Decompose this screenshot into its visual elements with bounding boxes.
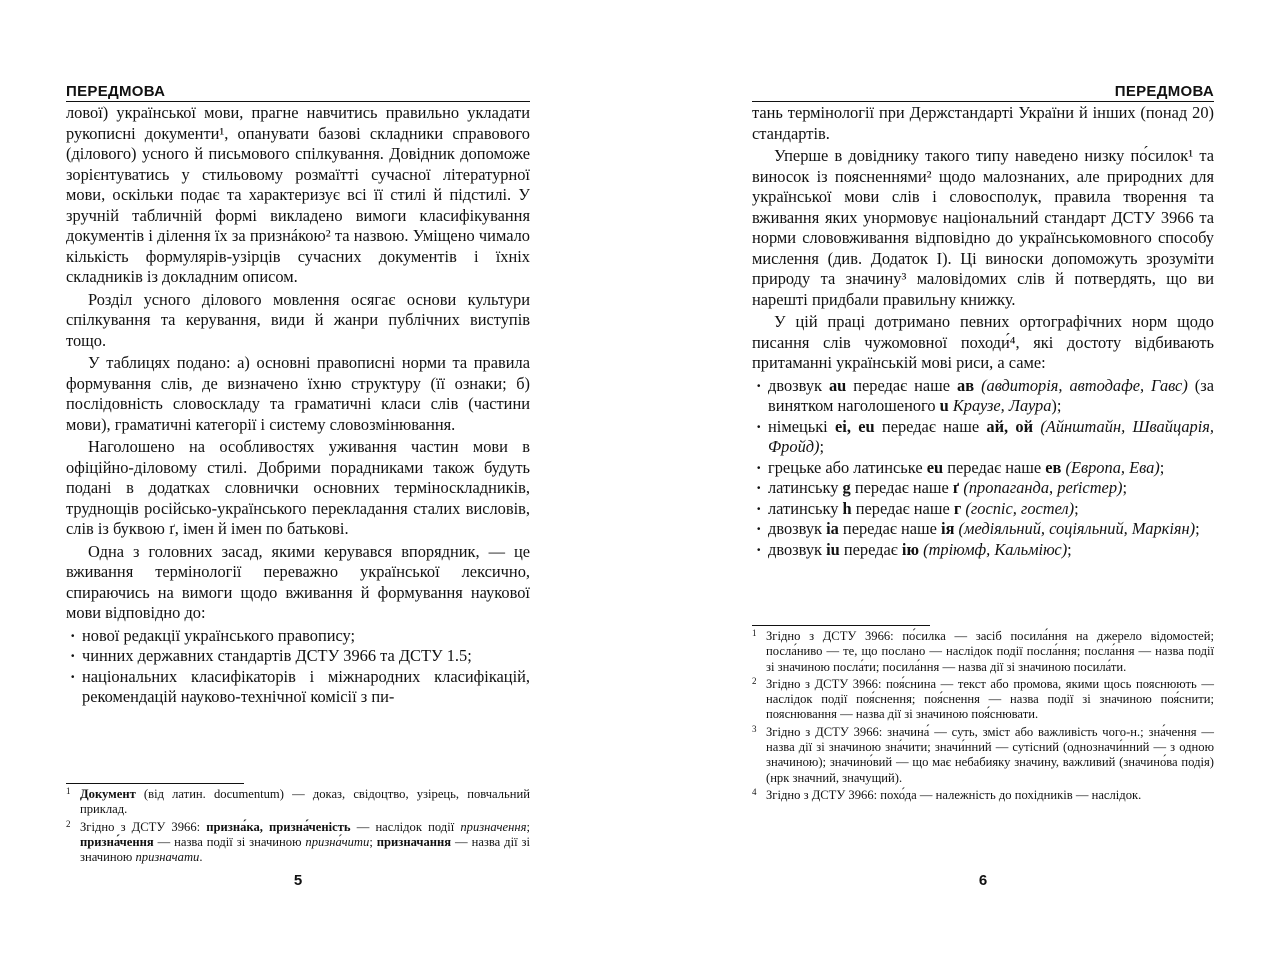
running-header: ПЕРЕДМОВА xyxy=(66,83,530,102)
footnote: 1 Згідно з ДСТУ 3966: по́силка — засіб посила́ння на джерело відомостей; посла́ниво — те, що послано — наслідок події посла́ння; посла́ння — назва події зі значиною посла́ти; посила́ння — назва дії зі значиною посила́ти. xyxy=(752,628,1214,674)
paragraph: Розділ усного ділового мовлення осягає основи культури спілкування та керування, види й жанри публічних виступів тощо. xyxy=(66,289,530,350)
footnote-rule xyxy=(66,783,244,784)
footnote-text: — назва дії зі значиною xyxy=(80,834,530,865)
left-page xyxy=(66,0,530,971)
page-number: 6 xyxy=(978,872,988,889)
footnote-term: призна́чити xyxy=(305,834,370,849)
paragraph: Одна з головних засад, якими керувався впорядник, — це вживання термінології переважно української лексично, спираючись на вимоги щодо вживання й формування наукової мови відповідно до: xyxy=(66,541,530,622)
footnote-term: призна́ка, призна́ченість xyxy=(206,819,351,834)
footnote-text: . xyxy=(199,850,203,865)
footnote-text: Згідно з ДСТУ 3966: xyxy=(80,819,207,834)
paragraph: Наголошено на особливостях уживання частин мови в офіційно-діловому стилі. Добрими порадниками також будуть подані в додатках словнички основних терміноскладників, труднощів російсько-українського перекладання сталих висловів, слів із буквою ґ, імен й імен по батькові. xyxy=(66,437,530,538)
footnote xyxy=(66,787,530,818)
footnote-number: 1 xyxy=(66,786,71,796)
footnote: 3 Згідно з ДСТУ 3966: значина́ — суть, зміст або важливість чого-н.; зна́чення — назва дії зі значиною зна́чити; значи́нний — сутісний (однозначи́нний — з одною значиною); значино́вий — що має небабияку значину, важливий (значино́ва подія) (нрк значний, значущий). xyxy=(752,723,1214,785)
footnote-term: призначення xyxy=(460,819,527,834)
footnote-text: — наслідок події xyxy=(350,819,461,834)
footnote-number: 2 xyxy=(66,818,71,829)
page-number: 5 xyxy=(293,872,303,889)
list-item: · латинську h передає наше г (госпіс, гостел); xyxy=(752,499,1214,520)
list-item: · двозвук iu передає ію (тріюмф, Кальміюс); xyxy=(752,540,1214,561)
footnote: 2 Згідно з ДСТУ 3966: поя́снина — текст або промова, якими щось пояснюють — наслідок події поя́снення; поя́снення — назва події зі значиною поя́снити; пояснювання — назва дії зі значиною поя́снювати. xyxy=(752,675,1214,722)
page-body xyxy=(66,103,530,708)
list-item: · грецьке або латинське eu передає наше ев (Европа, Ева); xyxy=(752,458,1214,479)
footnote-term: Документ xyxy=(80,787,136,801)
paragraph: У таблицях подано: а) основні правописні норми та правила формування слів, де визначено їхню структуру (її ознаки; б) послідовність словоскладу та граматичні класи слів (частини мови), граматичні категорії і систему словозмінювання. xyxy=(66,353,530,434)
bullet-list xyxy=(752,376,1214,561)
running-header: ПЕРЕДМОВА xyxy=(752,83,1214,102)
footnote-text: — назва події зі значиною xyxy=(153,834,306,849)
footnote-term: призначання xyxy=(376,834,452,849)
list-item: · нової редакції українського правопису; xyxy=(66,626,530,647)
footnote-rule xyxy=(752,625,930,626)
list-item: · двозвук ia передає наше ія (медіяльний, соціяльний, Маркіян); xyxy=(752,519,1214,540)
page-body xyxy=(752,103,1214,560)
list-item: · двозвук au передає наше ав (авдиторія, автодафе, Гавс) (за винятком наголошеного u Краузе, Лаура); xyxy=(752,376,1214,417)
bullet-list xyxy=(66,626,530,708)
list-item: · чинних державних стандартів ДСТУ 3966 та ДСТУ 1.5; xyxy=(66,646,530,667)
list-item: · німецькі ei, eu передає наше ай, ой (Айнштайн, Швайцарія, Фройд); xyxy=(752,417,1214,458)
footnotes xyxy=(66,787,530,867)
list-item: · латинську g передає наше ґ (пропаганда, реґістер); xyxy=(752,478,1214,499)
paragraph: лової) української мови, прагне навчитись правильно укладати рукописні документи¹, опанувати базові складники справового (ділового) усного й письмового спілкування. Довідник допоможе зорієнтуватись у стильовому розмаїтті сучасної літературної мови, оскільки подає та характеризує всі її стилі й підстилі. У зручній табличній формі викладено вимоги класифікування документів і ділення їх за признáкою² та назвою. Уміщено чимало кількість формулярів-узірців сучасних документів і їхніх складників із докладним описом. xyxy=(66,103,530,286)
paragraph: тань термінології при Держстандарті України й інших (понад 20) стандартів. xyxy=(752,103,1214,143)
paragraph: У цій праці дотримано певних ортографічних норм щодо писання слів чужомовної походи́⁴, які достоту відбивають притаманні українській мові риси, а саме: xyxy=(752,312,1214,372)
footnote-text: ; xyxy=(369,834,377,849)
footnotes xyxy=(752,629,1214,805)
footnote-text: ; xyxy=(526,819,530,834)
footnote xyxy=(66,820,530,866)
paragraph: Уперше в довіднику такого типу наведено низку по́силок¹ та виносок із поясненнями² щодо малознаних, але природних для української мови слів і словосполук, правила творення та вживання яких унормовує національний стандарт ДСТУ 3966 та норми слововживання відповідно до українськомовного способу мислення (див. Додаток І). Ці виноски допоможуть зрозуміти природу та значину³ маловідомих слів й потвердять, що ви нарешті придбали правильну книжку. xyxy=(752,146,1214,309)
list-item: · національних класифікаторів і міжнародних класифікацій, рекомендацій науково-технічної комісії з пи- xyxy=(66,667,530,708)
footnote-text: (від латин. documentum) — доказ, свідоцтво, узірець, повчальний приклад. xyxy=(80,787,530,817)
right-page xyxy=(752,0,1214,971)
footnote: 4 Згідно з ДСТУ 3966: похо́да — належність до похідників — наслідок. xyxy=(752,786,1142,802)
footnote-term: призначати xyxy=(135,850,200,865)
footnote-term: призна́чення xyxy=(80,834,154,849)
